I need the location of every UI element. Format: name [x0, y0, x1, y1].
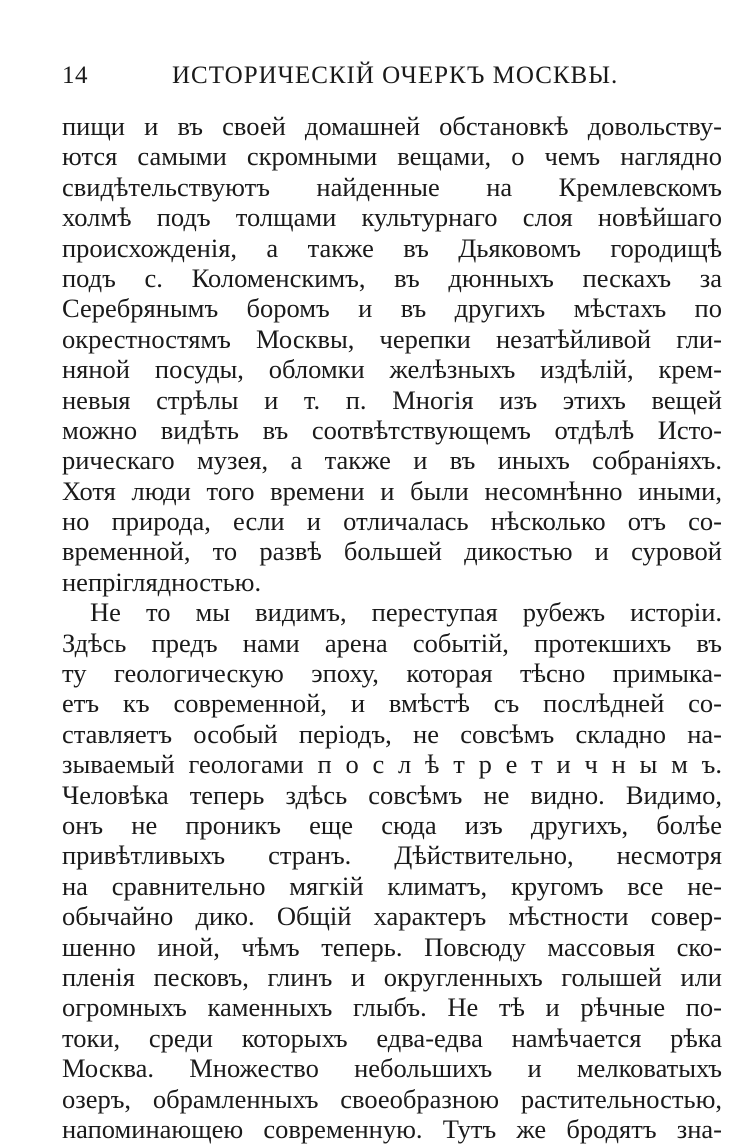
text-line: привѣтливыхъ странъ. Дѣйствительно, несмотря — [62, 840, 722, 871]
text-line: происхожденія, а также въ Дьяковомъ городищѣ — [62, 232, 722, 263]
text-line: Здѣсь предъ нами арена событій, протекшихъ въ — [62, 627, 722, 658]
paragraph-1 — [62, 111, 722, 597]
text-line: но природа, если и отличалась нѣсколько отъ со- — [62, 506, 722, 537]
text-line: Человѣка теперь здѣсь совсѣмъ не видно. Видимо, — [62, 779, 722, 810]
text-line: ту геологическую эпоху, которая тѣсно примыка- — [62, 658, 722, 689]
text-line: пленія песковъ, глинъ и округленныхъ голышей или — [62, 961, 722, 992]
text-line: токи, среди которыхъ едва-едва намѣчается рѣка — [62, 1022, 722, 1053]
text-line: подъ с. Коломенскимъ, въ дюнныхъ пескахъ за — [62, 262, 722, 293]
page-header — [62, 62, 722, 96]
running-title: ИСТОРИЧЕСКІЙ ОЧЕРКЪ МОСКВЫ. — [172, 62, 619, 89]
text-line: онъ не проникъ еще сюда изъ другихъ, болѣе — [62, 809, 722, 840]
text-line: можно видѣть въ соотвѣтствующемъ отдѣлѣ Исто- — [62, 414, 722, 445]
text-line: няной посуды, обломки желѣзныхъ издѣлій, крем- — [62, 354, 722, 385]
text-line: Хотя люди того времени и были несомнѣнно иными, — [62, 475, 722, 506]
text-line: невыя стрѣлы и т. п. Многія изъ этихъ вещей — [62, 384, 722, 415]
text-line: озеръ, обрамленныхъ своеобразною растительностью, — [62, 1083, 722, 1114]
text-line: на сравнительно мягкій климатъ, кругомъ все не- — [62, 870, 722, 901]
text-line: временной, то развѣ большей дикостью и суровой — [62, 536, 722, 567]
page-number: 14 — [62, 62, 88, 89]
text-line: холмѣ подъ толщами культурнаго слоя новѣйшаго — [62, 202, 722, 233]
text-line: зываемый геологами п о с л ѣ т р е т и ч н ы м ъ. — [62, 749, 722, 780]
paragraph-2 — [62, 597, 722, 1144]
text-line: ются самыми скромными вещами, о чемъ наглядно — [62, 141, 722, 172]
text-line: Москва. Множество небольшихъ и мелковатыхъ — [62, 1053, 722, 1084]
text-line: непріглядностью. — [62, 566, 262, 597]
text-line: рическаго музея, а также и въ иныхъ собраніяхъ. — [62, 445, 722, 476]
text-line: Не то мы видимъ, переступая рубежъ исторіи. — [90, 597, 722, 628]
text-line: пищи и въ своей домашней обстановкѣ довольству- — [62, 111, 722, 141]
text-line: ставляетъ особый періодъ, не совсѣмъ складно на- — [62, 718, 722, 749]
text-line: огромныхъ каменныхъ глыбъ. Не тѣ и рѣчные по- — [62, 992, 722, 1023]
text-line: шенно иной, чѣмъ теперь. Повсюду массовыя ско- — [62, 931, 722, 962]
text-line: свидѣтельствуютъ найденные на Кремлевскомъ — [62, 171, 722, 202]
body-text — [62, 111, 722, 1144]
text-line: обычайно дико. Общій характеръ мѣстности совер- — [62, 901, 722, 932]
text-line: напоминающею современную. Тутъ же бродятъ зна- — [62, 1113, 722, 1144]
text-line: Серебрянымъ боромъ и въ другихъ мѣстахъ по — [62, 293, 722, 324]
text-line: окрестностямъ Москвы, черепки незатѣйливой гли- — [62, 323, 722, 354]
text-line: етъ къ современной, и вмѣстѣ съ послѣдней со- — [62, 688, 722, 719]
